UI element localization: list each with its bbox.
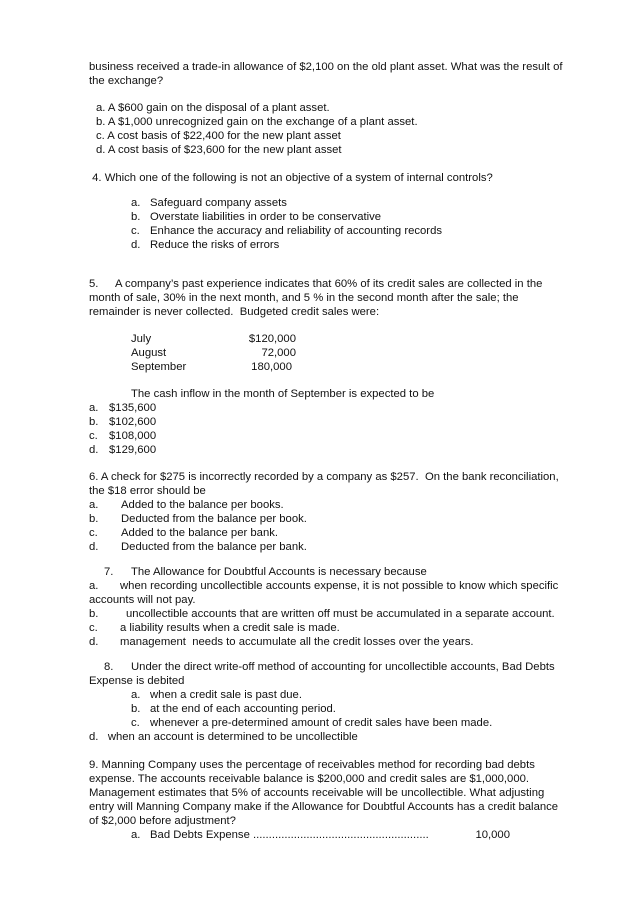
q6-option-d: Deducted from the balance per bank. — [121, 541, 307, 553]
q5-number: 5. — [89, 278, 99, 290]
q4-option-d: Reduce the risks of errors — [150, 239, 280, 251]
q6-option-c-letter: c. — [89, 527, 98, 539]
q4-stem: 4. Which one of the following is not an objective of a system of internal controls? — [89, 172, 493, 184]
q6-stem-line1: 6. A check for $275 is incorrectly recorded by a company as $257. On the bank reconciliation, — [89, 471, 559, 483]
q8-option-c: whenever a pre-determined amount of credit sales have been made. — [150, 717, 493, 729]
q5-sales-amount: $120,000 — [248, 333, 296, 345]
q4-option-a: Safeguard company assets — [150, 197, 287, 209]
q7-option-d-letter: d. — [89, 636, 99, 648]
q5-option-c: $108,000 — [109, 430, 157, 442]
q6-option-a-letter: a. — [89, 499, 99, 511]
q5-sales-month: September — [131, 361, 187, 373]
q7-stem: The Allowance for Doubtful Accounts is necessary because — [131, 566, 427, 578]
q4-option-c-letter: c. — [131, 225, 140, 237]
q4-option-d-letter: d. — [131, 239, 141, 251]
q5-option-d-letter: d. — [89, 444, 99, 456]
q9-option-a-letter: a. — [131, 829, 141, 841]
q6-option-b-letter: b. — [89, 513, 99, 525]
q5-sales-amount: 72,000 — [261, 347, 296, 359]
q7-number: 7. — [104, 566, 114, 578]
q4-option-c: Enhance the accuracy and reliability of accounting records — [150, 225, 443, 237]
q7-option-a-line2: accounts will not pay. — [89, 594, 196, 606]
q8-option-c-letter: c. — [131, 717, 140, 729]
q7-option-c: a liability results when a credit sale is made. — [120, 622, 340, 634]
q8-option-a-letter: a. — [131, 689, 141, 701]
q6-option-a: Added to the balance per books. — [121, 499, 284, 511]
q4-option-a-letter: a. — [131, 197, 141, 209]
q5-option-d: $129,600 — [109, 444, 157, 456]
q5-option-a: $135,600 — [109, 402, 157, 414]
q7-option-c-letter: c. — [89, 622, 98, 634]
q5-stem-line1: A company’s past experience indicates that 60% of its credit sales are collected in the — [115, 278, 543, 290]
q8-option-b-letter: b. — [131, 703, 141, 715]
q6-option-c: Added to the balance per bank. — [121, 527, 279, 539]
q7-option-d: management needs to accumulate all the credit losses over the years. — [120, 636, 474, 648]
q5-sales-amount: 180,000 — [251, 361, 292, 373]
q8-option-b: at the end of each accounting period. — [150, 703, 336, 715]
q7-option-a-line1: when recording uncollectible accounts expense, it is not possible to know which specific — [120, 580, 559, 592]
q5-option-b: $102,600 — [109, 416, 157, 428]
q8-option-d: d. when an account is determined to be uncollectible — [89, 731, 358, 743]
q6-option-b: Deducted from the balance per book. — [121, 513, 307, 525]
q7-option-b-letter: b. — [89, 608, 99, 620]
q5-sales-month: July — [131, 333, 152, 345]
q6-stem-line2: the $18 error should be — [89, 485, 206, 497]
q6-option-d-letter: d. — [89, 541, 99, 553]
q8-option-a: when a credit sale is past due. — [150, 689, 302, 701]
q8-stem-line2: Expense is debited — [89, 675, 185, 687]
q5-option-c-letter: c. — [89, 430, 98, 442]
q7-option-a-letter: a. — [89, 580, 99, 592]
q5-option-a-letter: a. — [89, 402, 99, 414]
q8-stem-line1: Under the direct write-off method of accounting for uncollectible accounts, Bad Debts — [131, 661, 555, 673]
q3-option-d: d. A cost basis of $23,600 for the new plant asset — [96, 144, 342, 156]
q5-option-b-letter: b. — [89, 416, 99, 428]
q7-option-b: uncollectible accounts that are written off must be accumulated in a separate account. — [126, 608, 555, 620]
q9-stem-line5: of $2,000 before adjustment? — [89, 815, 236, 827]
q3-option-b: b. A $1,000 unrecognized gain on the exchange of a plant asset. — [96, 116, 418, 128]
q3-option-c: c. A cost basis of $22,400 for the new plant asset — [96, 130, 341, 142]
q9-stem-line4: entry will Manning Company make if the Allowance for Doubtful Accounts has a credit balance — [89, 801, 559, 813]
q3-stem-line2: the exchange? — [89, 75, 164, 87]
q3-stem-line1: business received a trade-in allowance of $2,100 on the old plant asset. What was the result of — [89, 61, 563, 73]
q9-stem-line3: Management estimates that 5% of accounts receivable will be uncollectible. What adjusting — [89, 787, 545, 799]
q9-stem-line1: 9. Manning Company uses the percentage of receivables method for recording bad debts — [89, 759, 535, 771]
q8-number: 8. — [104, 661, 114, 673]
q4-option-b: Overstate liabilities in order to be conservative — [150, 211, 382, 223]
q5-sales-month: August — [131, 347, 167, 359]
q9-option-a-amount: 10,000 — [475, 829, 510, 841]
q5-question: The cash inflow in the month of September is expected to be — [131, 388, 435, 400]
q9-stem-line2: expense. The accounts receivable balance is $200,000 and credit sales are $1,000,000. — [89, 773, 530, 785]
q5-stem-line3: remainder is never collected. Budgeted credit sales were: — [89, 306, 380, 318]
q9-option-a: Bad Debts Expense ........................................................ — [150, 829, 429, 841]
q3-option-a: a. A $600 gain on the disposal of a plant asset. — [96, 102, 330, 114]
q5-stem-line2: month of sale, 30% in the next month, and 5 % in the second month after the sale; the — [89, 292, 519, 304]
q4-option-b-letter: b. — [131, 211, 141, 223]
